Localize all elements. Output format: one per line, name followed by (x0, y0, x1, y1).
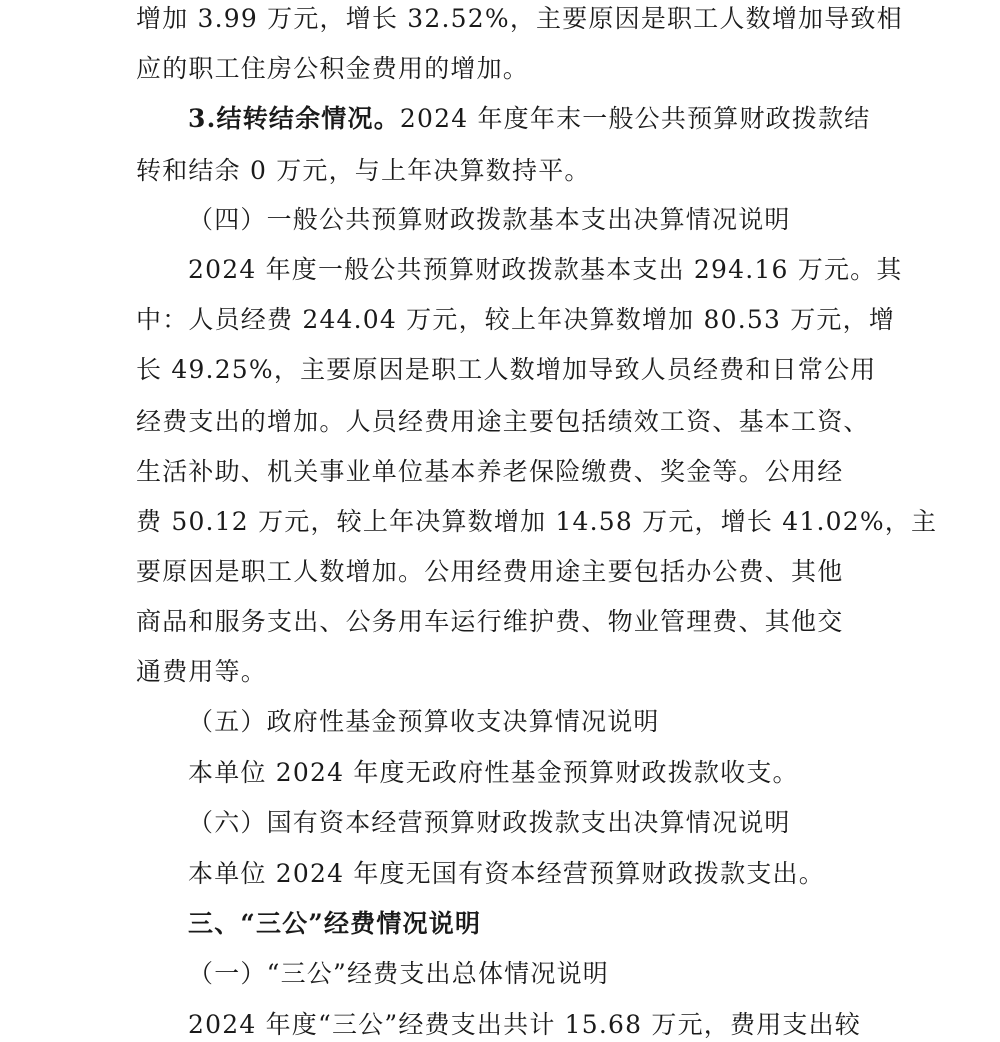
paragraph-line: 中：人员经费 244.04 万元，较上年决算数增加 80.53 万元，增 (136, 305, 896, 334)
section-3-lead: 3.结转结余情况。 (188, 104, 400, 133)
subheading-3-1: （一）“三公”经费支出总体情况说明 (188, 959, 609, 988)
paragraph-line: 本单位 2024 年度无政府性基金预算财政拨款收支。 (188, 758, 799, 787)
paragraph-line: 生活补助、机关事业单位基本养老保险缴费、奖金等。公用经 (136, 457, 844, 486)
section-3-line (188, 102, 870, 136)
paragraph-line: 应的职工住房公积金费用的增加。 (136, 54, 530, 83)
paragraph-line: 要原因是职工人数增加。公用经费用途主要包括办公费、其他 (136, 557, 844, 586)
paragraph-line: 2024 年度一般公共预算财政拨款基本支出 294.16 万元。其 (188, 255, 903, 284)
section-3-text: 2024 年度年末一般公共预算财政拨款结 (399, 104, 871, 133)
paragraph-line: 通费用等。 (136, 657, 268, 686)
subheading-6: （六）国有资本经营预算财政拨款支出决算情况说明 (188, 808, 791, 837)
subheading-5: （五）政府性基金预算收支决算情况说明 (188, 707, 660, 736)
paragraph-line: 增加 3.99 万元，增长 32.52%，主要原因是职工人数增加导致相 (136, 4, 903, 33)
paragraph-line: 费 50.12 万元，较上年决算数增加 14.58 万元，增长 41.02%，主 (136, 507, 938, 536)
paragraph-line: 经费支出的增加。人员经费用途主要包括绩效工资、基本工资、 (136, 407, 870, 436)
paragraph-line: 本单位 2024 年度无国有资本经营预算财政拨款支出。 (188, 859, 825, 888)
subheading-4: （四）一般公共预算财政拨款基本支出决算情况说明 (188, 205, 791, 234)
paragraph-line: 商品和服务支出、公务用车运行维护费、物业管理费、其他交 (136, 607, 844, 636)
paragraph-line: 转和结余 0 万元，与上年决算数持平。 (136, 156, 591, 185)
section-heading-3: 三、“三公”经费情况说明 (188, 909, 482, 938)
paragraph-line: 2024 年度“三公”经费支出共计 15.68 万元，费用支出较 (188, 1010, 861, 1039)
paragraph-line: 长 49.25%，主要原因是职工人数增加导致人员经费和日常公用 (136, 355, 877, 384)
